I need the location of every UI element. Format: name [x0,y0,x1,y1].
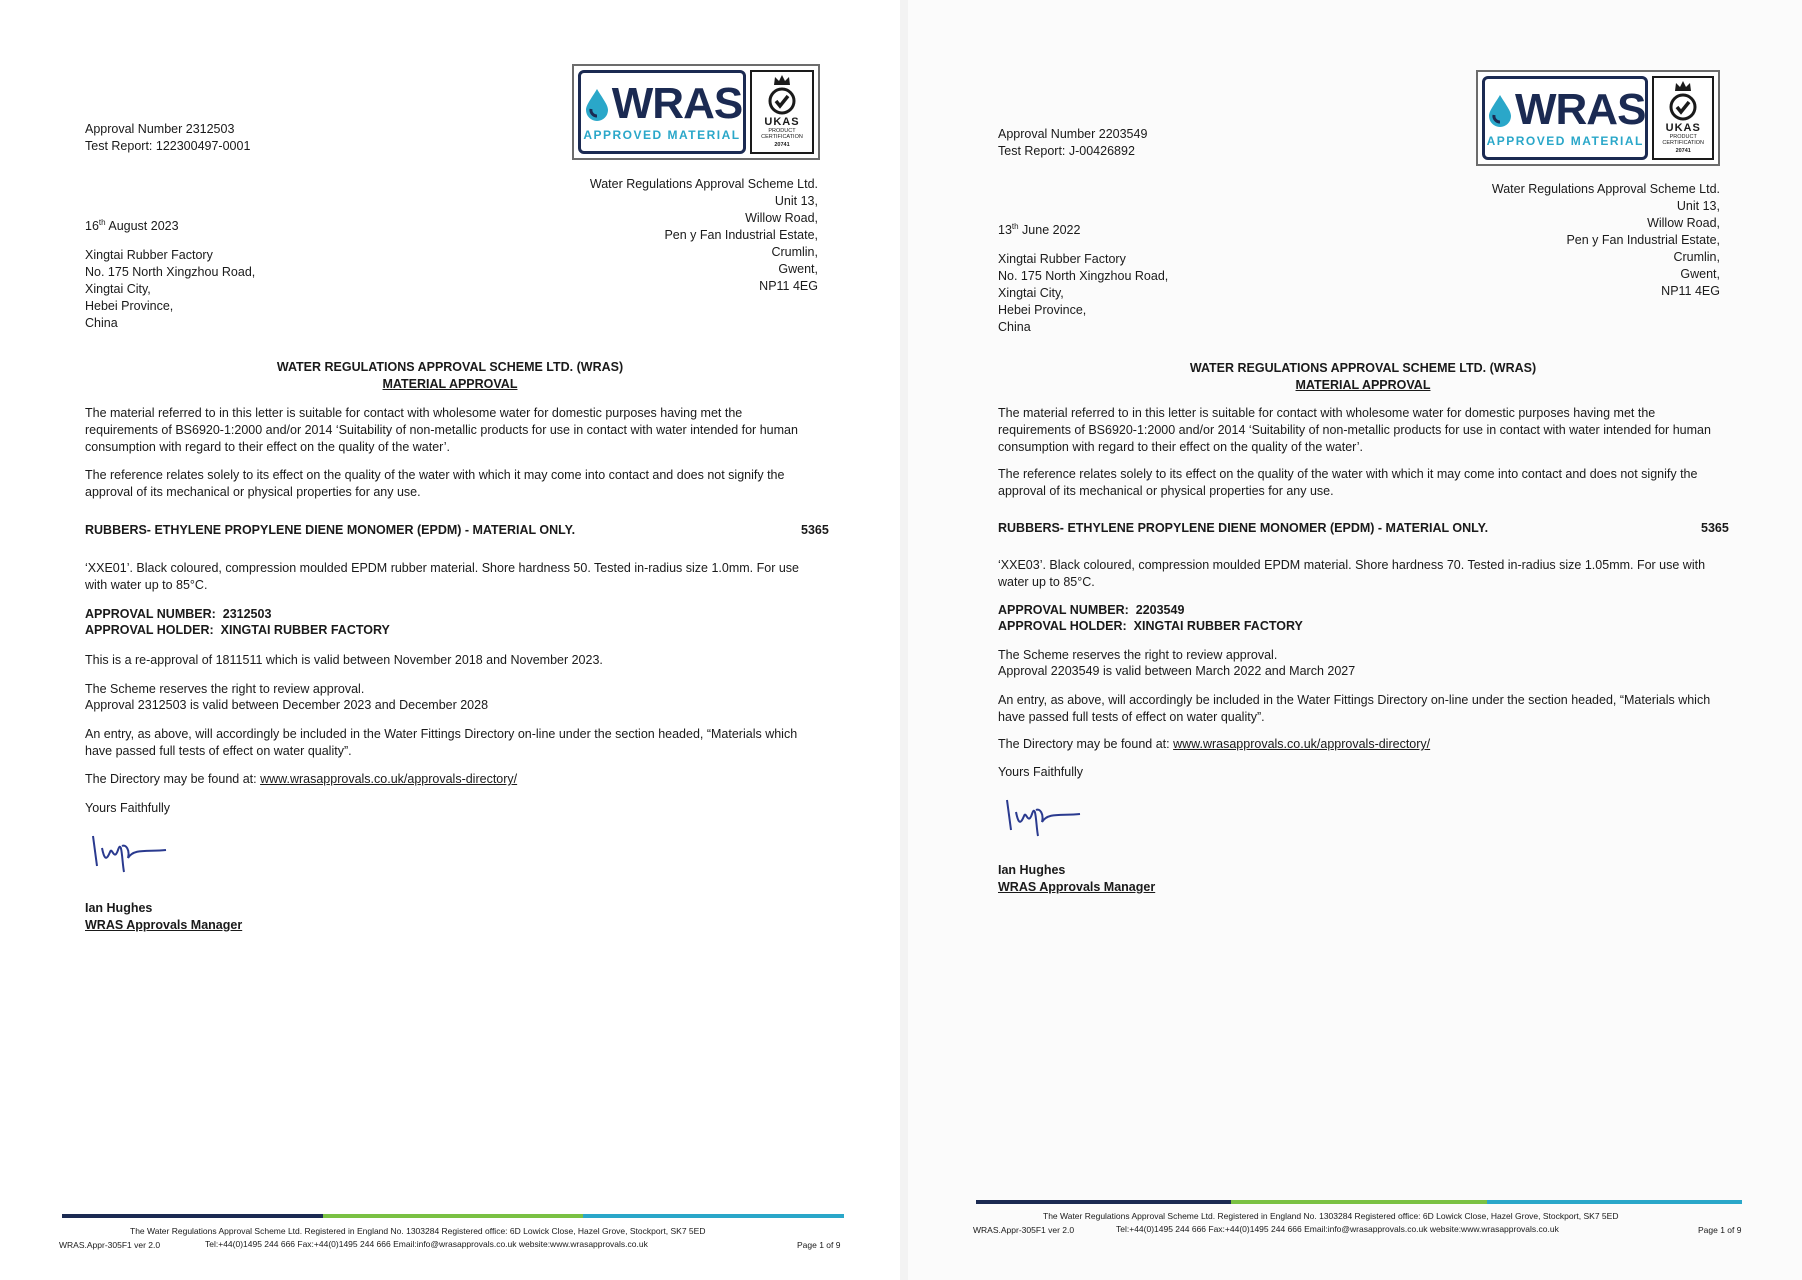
material-description: ‘XXE01’. Black coloured, compression moulded EPDM rubber material. Shore hardness 50. Tested in-radius size 1.0mm. For use with water up to 85°C. [85,561,799,592]
directory-entry-paragraph: An entry, as above, will accordingly be included in the Water Fittings Directory on-line under the section headed, “Materials which have passed full tests of effect on water quality”. [998,693,1711,724]
ukas-badge [750,70,814,154]
address-line: Gwent, [778,262,818,276]
recipient-line: Xingtai City, [85,282,151,296]
letter-date [85,218,179,235]
heading-subtitle: MATERIAL APPROVAL [382,377,518,391]
recipient-line: No. 175 North Xingzhou Road, [85,265,256,279]
directory-link[interactable]: www.wrasapprovals.co.uk/approvals-directory/ [260,772,518,786]
signatory-title: WRAS Approvals Manager [998,880,1156,894]
recipient-line: Hebei Province, [85,299,174,313]
approval-holder-label: APPROVAL HOLDER: [85,623,214,637]
date-day: 13 [998,223,1012,237]
approval-holder-row [998,618,1303,635]
closing: Yours Faithfully [998,765,1083,779]
footer-registration: The Water Regulations Approval Scheme Ltd. Registered in England No. 1303284 Registered office: 6D Lowick Close, Hazel Grove, Stockport, SK7 5ED [1043,1211,1619,1221]
recipient-address [998,251,1168,336]
footer-contact: Tel:+44(0)1495 244 666 Fax:+44(0)1495 244 666 Email:info@wrasapprovals.co.uk website:www.wrasapprovals.co.uk [205,1239,648,1249]
directory-text: The Directory may be found at: [85,772,257,786]
reference-paragraph: The reference relates solely to its effect on the quality of the water with which it may come into contact and does not signify the approval of its mechanical or physical properties for any use. [85,468,785,499]
footer-registration: The Water Regulations Approval Scheme Ltd. Registered in England No. 1303284 Registered office: 6D Lowick Close, Hazel Grove, Stockport, SK7 5ED [130,1226,706,1236]
ukas-sub1: PRODUCT [768,128,796,134]
ukas-wordmark: UKAS [764,116,800,128]
ukas-number: 20741 [774,142,790,148]
address-line: Pen y Fan Industrial Estate, [664,228,818,242]
approval-number-label: APPROVAL NUMBER: [85,607,216,621]
footer-color-bar [976,1200,1742,1204]
directory-text: The Directory may be found at: [998,737,1170,751]
letter-page-right [908,0,1802,1280]
address-line: Water Regulations Approval Scheme Ltd. [589,177,818,191]
directory-line [998,736,1430,753]
signatory-name: Ian Hughes [998,863,1066,877]
footer-reference: WRAS.Appr-305F1 ver 2.0 [973,1225,1075,1235]
letter-date [998,222,1080,239]
date-day: 16 [85,219,99,233]
heading-title: WATER REGULATIONS APPROVAL SCHEME LTD. (WRAS) [276,360,624,374]
water-drop-icon [582,87,612,121]
ukas-sub1: PRODUCT [1669,134,1697,140]
material-category: RUBBERS- ETHYLENE PROPYLENE DIENE MONOMER (EPDM) - MATERIAL ONLY. [85,523,576,537]
water-drop-icon [1485,93,1515,127]
date-month-year: August 2023 [105,219,179,233]
wras-approved-material-badge [1482,76,1648,160]
date-month-year: June 2022 [1018,223,1081,237]
wras-logo [572,64,820,160]
signature-icon [88,828,178,882]
wras-tagline: APPROVED MATERIAL [583,128,741,142]
approval-holder-row [85,622,390,639]
category-code: 5365 [801,523,829,537]
wras-logo [1476,70,1720,166]
reapproval-note: This is a re-approval of 1811511 which is valid between November 2018 and November 2023. [85,653,603,667]
address-line: Crumlin, [1673,250,1720,264]
recipient-line: China [85,316,118,330]
tick-circle-icon [767,86,797,116]
wras-wordmark: WRAS [611,79,743,128]
letter-heading [998,360,1728,394]
validity-statement: Approval 2203549 is valid between March 2022 and March 2027 [998,664,1356,678]
wras-approved-material-badge [578,70,746,154]
letter-heading [85,359,815,393]
ukas-badge [1652,76,1714,160]
directory-link[interactable]: www.wrasapprovals.co.uk/approvals-directory/ [1173,737,1431,751]
wras-wordmark: WRAS [1515,85,1646,134]
recipient-line: China [998,320,1031,334]
signatory-name: Ian Hughes [85,901,153,915]
approval-number-row [998,602,1184,619]
validity-statement: Approval 2312503 is valid between December 2023 and December 2028 [85,698,489,712]
directory-line [85,771,517,788]
approval-holder-value: XINGTAI RUBBER FACTORY [220,623,390,637]
address-line: NP11 4EG [1661,284,1720,298]
review-reservation: The Scheme reserves the right to review approval. [998,648,1278,662]
address-line: Gwent, [1680,267,1720,281]
approval-number-line: Approval Number 2312503 [85,122,235,136]
test-report-line: Test Report: 122300497-0001 [85,139,251,153]
material-description: ‘XXE03’. Black coloured, compression moulded EPDM material. Shore hardness 70. Tested in-radius size 1.05mm. For use with water up to 85°C. [998,558,1706,589]
recipient-line: Xingtai Rubber Factory [85,248,213,262]
sender-address [1400,181,1720,300]
ukas-number: 20741 [1675,148,1691,154]
footer-color-bar [62,1214,844,1218]
recipient-line: Xingtai City, [998,286,1064,300]
approval-number-row [85,606,271,623]
date-suffix: th [1011,221,1019,231]
signatory-title: WRAS Approvals Manager [85,918,243,932]
sender-address [498,176,818,295]
test-report-line: Test Report: J-00426892 [998,144,1135,158]
review-reservation: The Scheme reserves the right to review approval. [85,682,365,696]
footer-page-number: Page 1 of 9 [797,1240,841,1250]
suitability-paragraph: The material referred to in this letter is suitable for contact with wholesome water for domestic purposes having met the requirements of BS6920-1:2000 and/or 2014 ‘Suitability of non-metallic products for use in contact with water intended for human consumption with regard to their effect on the quality of the water’. [998,406,1711,454]
footer-page-number: Page 1 of 9 [1698,1225,1742,1235]
address-line: Willow Road, [745,211,818,225]
address-line: Unit 13, [1676,199,1720,213]
category-code: 5365 [1701,521,1729,535]
address-line: Water Regulations Approval Scheme Ltd. [1491,182,1720,196]
address-line: Unit 13, [774,194,818,208]
wras-tagline: APPROVED MATERIAL [1486,134,1644,148]
address-line: NP11 4EG [759,279,818,293]
recipient-line: No. 175 North Xingzhou Road, [998,269,1169,283]
approval-holder-value: XINGTAI RUBBER FACTORY [1133,619,1303,633]
heading-subtitle: MATERIAL APPROVAL [1295,378,1431,392]
recipient-line: Hebei Province, [998,303,1087,317]
heading-title: WATER REGULATIONS APPROVAL SCHEME LTD. (WRAS) [1189,361,1537,375]
ukas-wordmark: UKAS [1665,122,1701,134]
closing: Yours Faithfully [85,801,170,815]
approval-number-value: 2203549 [1135,603,1185,617]
approval-number-value: 2312503 [222,607,272,621]
crown-icon [773,74,791,86]
address-line: Crumlin, [771,245,818,259]
approval-holder-label: APPROVAL HOLDER: [998,619,1127,633]
address-line: Pen y Fan Industrial Estate, [1566,233,1720,247]
footer-reference: WRAS.Appr-305F1 ver 2.0 [59,1240,161,1250]
approval-number-line: Approval Number 2203549 [998,127,1148,141]
material-category: RUBBERS- ETHYLENE PROPYLENE DIENE MONOMER (EPDM) - MATERIAL ONLY. [998,521,1489,535]
letter-page-left [0,0,900,1280]
recipient-line: Xingtai Rubber Factory [998,252,1126,266]
footer-contact: Tel:+44(0)1495 244 666 Fax:+44(0)1495 244 666 Email:info@wrasapprovals.co.uk website:www.wrasapprovals.co.uk [1116,1224,1559,1234]
ukas-sub2: CERTIFICATION [761,134,803,140]
suitability-paragraph: The material referred to in this letter is suitable for contact with wholesome water for domestic purposes having met the requirements of BS6920-1:2000 and/or 2014 ‘Suitability of non-metallic products for use in contact with water intended for human consumption with regard to their effect on the quality of the water’. [85,406,798,454]
directory-entry-paragraph: An entry, as above, will accordingly be included in the Water Fittings Directory on-line under the section headed, “Materials which have passed full tests of effect on water quality”. [85,727,798,758]
crown-icon [1674,80,1692,92]
tick-circle-icon [1668,92,1698,122]
address-line: Willow Road, [1647,216,1720,230]
date-suffix: th [98,217,106,227]
recipient-address [85,247,255,332]
ukas-sub2: CERTIFICATION [1662,140,1705,146]
approval-number-label: APPROVAL NUMBER: [998,603,1129,617]
reference-paragraph: The reference relates solely to its effect on the quality of the water with which it may come into contact and does not signify the approval of its mechanical or physical properties for any use. [998,467,1698,498]
signature-icon [1002,792,1092,846]
